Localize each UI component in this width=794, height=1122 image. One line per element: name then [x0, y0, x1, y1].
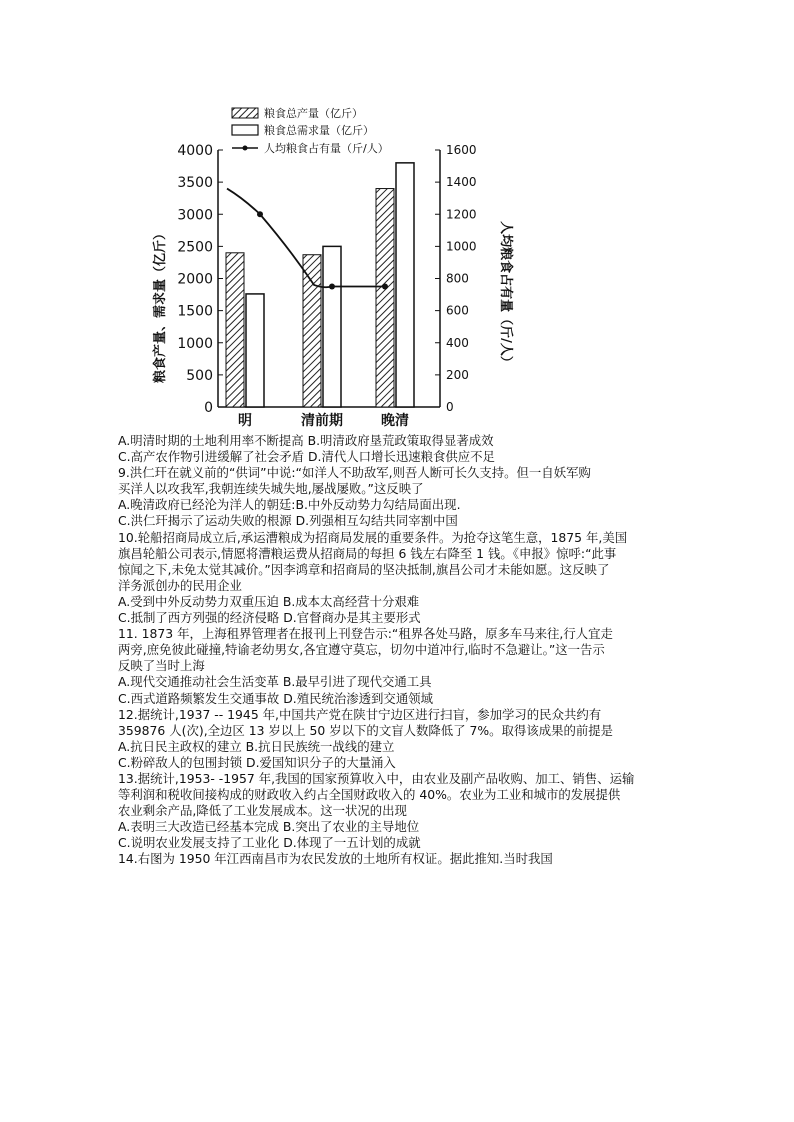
y-left-tick-label: 0	[204, 400, 213, 416]
y-left-tick-label: 1000	[177, 335, 213, 352]
y-right-tick-label: 400	[446, 335, 469, 350]
y-left-tick-label: 2500	[177, 239, 213, 256]
text-line: C.抵制了西方列强的经济侵略 D.官督商办是其主要形式	[118, 610, 421, 626]
text-line: C.粉碎敌人的包围封锁 D.爱国知识分子的大量涌入	[118, 754, 396, 770]
text-line: 14.右图为 1950 年江西南昌市为农民发放的土地所有权证。据此推知.当时我国	[118, 851, 553, 867]
text-line: 10.轮船招商局成立后,承运漕粮成为招商局发展的重要条件。为抢夺这笔生意，1875 年,美国	[118, 529, 628, 545]
y-right-tick-label: 0	[446, 400, 454, 414]
y-left-tick-label: 2000	[177, 271, 213, 288]
text-line: 旗昌轮船公司表示,情愿将漕粮运费从招商局的每担 6 钱左右降至 1 钱。《申报》惊呼:“此事	[118, 545, 617, 561]
bar-demand	[323, 246, 341, 407]
bar-production	[376, 189, 394, 407]
y-right-tick-label: 1400	[446, 175, 477, 190]
text-line: 惊闻之下,未免太觉其减价。”因李鸿章和招商局的坚决抵制,旗昌公司才未能如愿。这反映了	[118, 561, 610, 577]
bar-demand	[396, 163, 414, 407]
text-line: 等利润和税收间接构成的财政收入约占全国财政收入的 40%。农业为工业和城市的发展提供	[118, 787, 621, 803]
text-line: 洋务派创办的民用企业	[118, 577, 242, 593]
legend-marker-per-capita	[243, 146, 248, 151]
y-right-tick-label: 1600	[446, 143, 477, 157]
y-right-tick-label: 200	[446, 367, 469, 382]
text-line: 11. 1873 年，上海租界管理者在报刊上刊登告示:“租界各处马路，原多车马来往,行人宜走	[118, 626, 613, 642]
text-line: C.洪仁玕揭示了运动失败的根源 D.列强相互勾结共同宰割中国	[118, 513, 458, 529]
line-point	[382, 284, 388, 290]
line-point	[329, 284, 335, 290]
text-line: 反映了当时上海	[118, 658, 205, 674]
legend-label-per-capita: 人均粮食占有量（斤/人）	[264, 142, 389, 155]
question-text	[118, 433, 698, 868]
y-right-tick-label: 1000	[446, 239, 477, 254]
text-line: C.西式道路频繁发生交通事故 D.殖民统治渗透到交通领域	[118, 690, 433, 706]
bar-production	[226, 253, 244, 407]
legend-swatch-production	[232, 108, 258, 118]
text-line: C.说明农业发展支持了工业化 D.体现了一五计划的成就	[118, 835, 421, 851]
grain-chart	[150, 100, 513, 430]
text-line: A.现代交通推动社会生活变革 B.最早引进了现代交通工具	[118, 674, 432, 690]
y-left-tick-label: 1500	[177, 303, 213, 320]
y-right-tick-label: 600	[446, 303, 469, 318]
legend-label-production: 粮食总产量（亿斤）	[264, 107, 363, 120]
y-right-tick-label: 800	[446, 271, 469, 286]
line-point	[257, 211, 263, 217]
y-axis-right-label: 人均粮食占有量（斤/人）	[498, 221, 513, 369]
text-line: A.抗日民主政权的建立 B.抗日民族统一战线的建立	[118, 738, 395, 754]
text-line: 13.据统计,1953- -1957 年,我国的国家预算收入中，由农业及副产品收购、加工、销售、运输	[118, 770, 635, 786]
text-line: 两旁,庶免彼此碰撞,特谕老幼男女,各宜遵守莫忘，切勿中道冲行,临时不急避让。”这一告示	[118, 642, 605, 658]
text-line: A.受到中外反动势力双重压迫 B.成本太高经营十分艰难	[118, 593, 420, 609]
text-line: C.高产农作物引进缓解了社会矛盾 D.清代人口增长迅速粮食供应不足	[118, 449, 495, 465]
y-axis-left-label: 粮食产量、需求量（亿斤）	[153, 226, 168, 384]
x-tick-label: 明	[238, 413, 252, 429]
y-left-tick-label: 3500	[177, 175, 213, 192]
bar-demand	[246, 294, 264, 407]
text-line: 农业剩余产品,降低了工业发展成本。这一状况的出现	[118, 803, 407, 819]
legend	[232, 106, 389, 155]
chart-line	[227, 189, 388, 290]
bar-production	[303, 255, 321, 407]
y-left-tick-label: 4000	[177, 143, 213, 159]
text-line: A.明清时期的土地利用率不断提高 B.明清政府垦荒政策取得显著成效	[118, 433, 494, 448]
x-tick-label: 晚清	[381, 413, 409, 429]
line-per-capita	[227, 189, 385, 288]
y-right-tick-label: 1200	[446, 207, 477, 222]
text-line: 12.据统计,1937 -- 1945 年,中国共产党在陕甘宁边区进行扫盲，参加学习的民众共约有	[118, 706, 602, 722]
text-line: 9.洪仁玕在就义前的“供词”中说:“如洋人不助敌军,则吾人断可长久支持。但一自妖军购	[118, 465, 591, 481]
x-tick-label: 清前期	[301, 413, 343, 429]
y-left-tick-label: 3000	[177, 207, 213, 224]
text-line: 买洋人以攻我军,我朝连续失城失地,屡战屡败。”这反映了	[118, 481, 424, 497]
legend-swatch-demand	[232, 125, 258, 135]
text-line: 359876 人(次),全边区 13 岁以上 50 岁以下的文盲人数降低了 7%。取得该成果的前提是	[118, 722, 614, 738]
text-line: A.晚清政府已经沦为洋人的朝廷:B.中外反动势力勾结局面出现.	[118, 497, 461, 513]
legend-label-demand: 粮食总需求量（亿斤）	[264, 124, 374, 137]
text-line: A.表明三大改造已经基本完成 B.突出了农业的主导地位	[118, 819, 420, 835]
y-left-tick-label: 500	[186, 367, 213, 384]
